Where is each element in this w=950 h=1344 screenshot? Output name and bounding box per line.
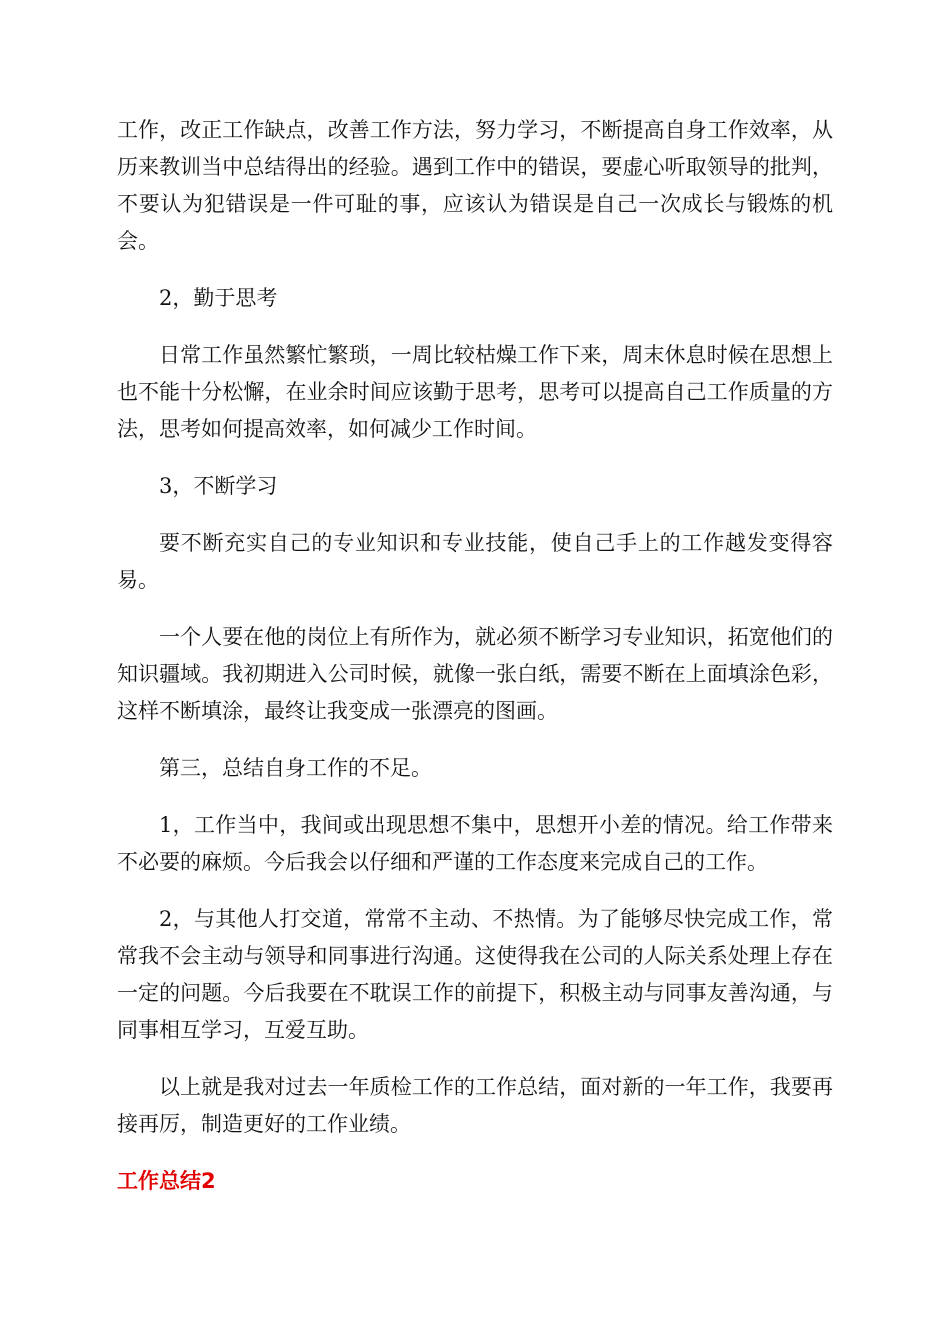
paragraph-learn-2: 一个人要在他的岗位上有所作为，就必须不断学习专业知识，拓宽他们的知识疆域。我初期进入公司时候，就像一张白纸，需要不断在上面填涂色彩，这样不断填涂，最终让我变成一张漂亮的图画。 xyxy=(117,625,833,723)
paragraph-continued: 工作，改正工作缺点，改善工作方法，努力学习，不断提高自身工作效率，从历来教训当中总结得出的经验。遇到工作中的错误，要虚心听取领导的批判，不要认为犯错误是一件可耻的事，应该认为错误是自己一次成长与锻炼的机会。 xyxy=(117,118,833,253)
paragraph-shortcoming-1: 1，工作当中，我间或出现思想不集中，思想开小差的情况。给工作带来不必要的麻烦。今后我会以仔细和严谨的工作态度来完成自己的工作。 xyxy=(117,813,833,874)
subheading-shortcomings: 第三，总结自身工作的不足。 xyxy=(159,756,432,780)
subheading-think: 2，勤于思考 xyxy=(159,286,278,310)
section-heading: 工作总结2 xyxy=(117,1169,216,1193)
paragraph-conclusion: 以上就是我对过去一年质检工作的工作总结，面对新的一年工作，我要再接再厉，制造更好的工作业绩。 xyxy=(117,1075,833,1136)
paragraph-think: 日常工作虽然繁忙繁琐，一周比较枯燥工作下来，周末休息时候在思想上也不能十分松懈，在业余时间应该勤于思考，思考可以提高自己工作质量的方法，思考如何提高效率，如何减少工作时间。 xyxy=(117,343,833,441)
paragraph-learn-1: 要不断充实自己的专业知识和专业技能，使自己手上的工作越发变得容易。 xyxy=(117,531,833,592)
paragraph-shortcoming-2: 2，与其他人打交道，常常不主动、不热情。为了能够尽快完成工作，常常我不会主动与领导和同事进行沟通。这使得我在公司的人际关系处理上存在一定的问题。今后我要在不耽误工作的前提下，积极主动与同事友善沟通，与同事相互学习，互爱互助。 xyxy=(117,907,833,1042)
document-body xyxy=(117,112,833,1200)
subheading-learn: 3，不断学习 xyxy=(159,474,278,498)
